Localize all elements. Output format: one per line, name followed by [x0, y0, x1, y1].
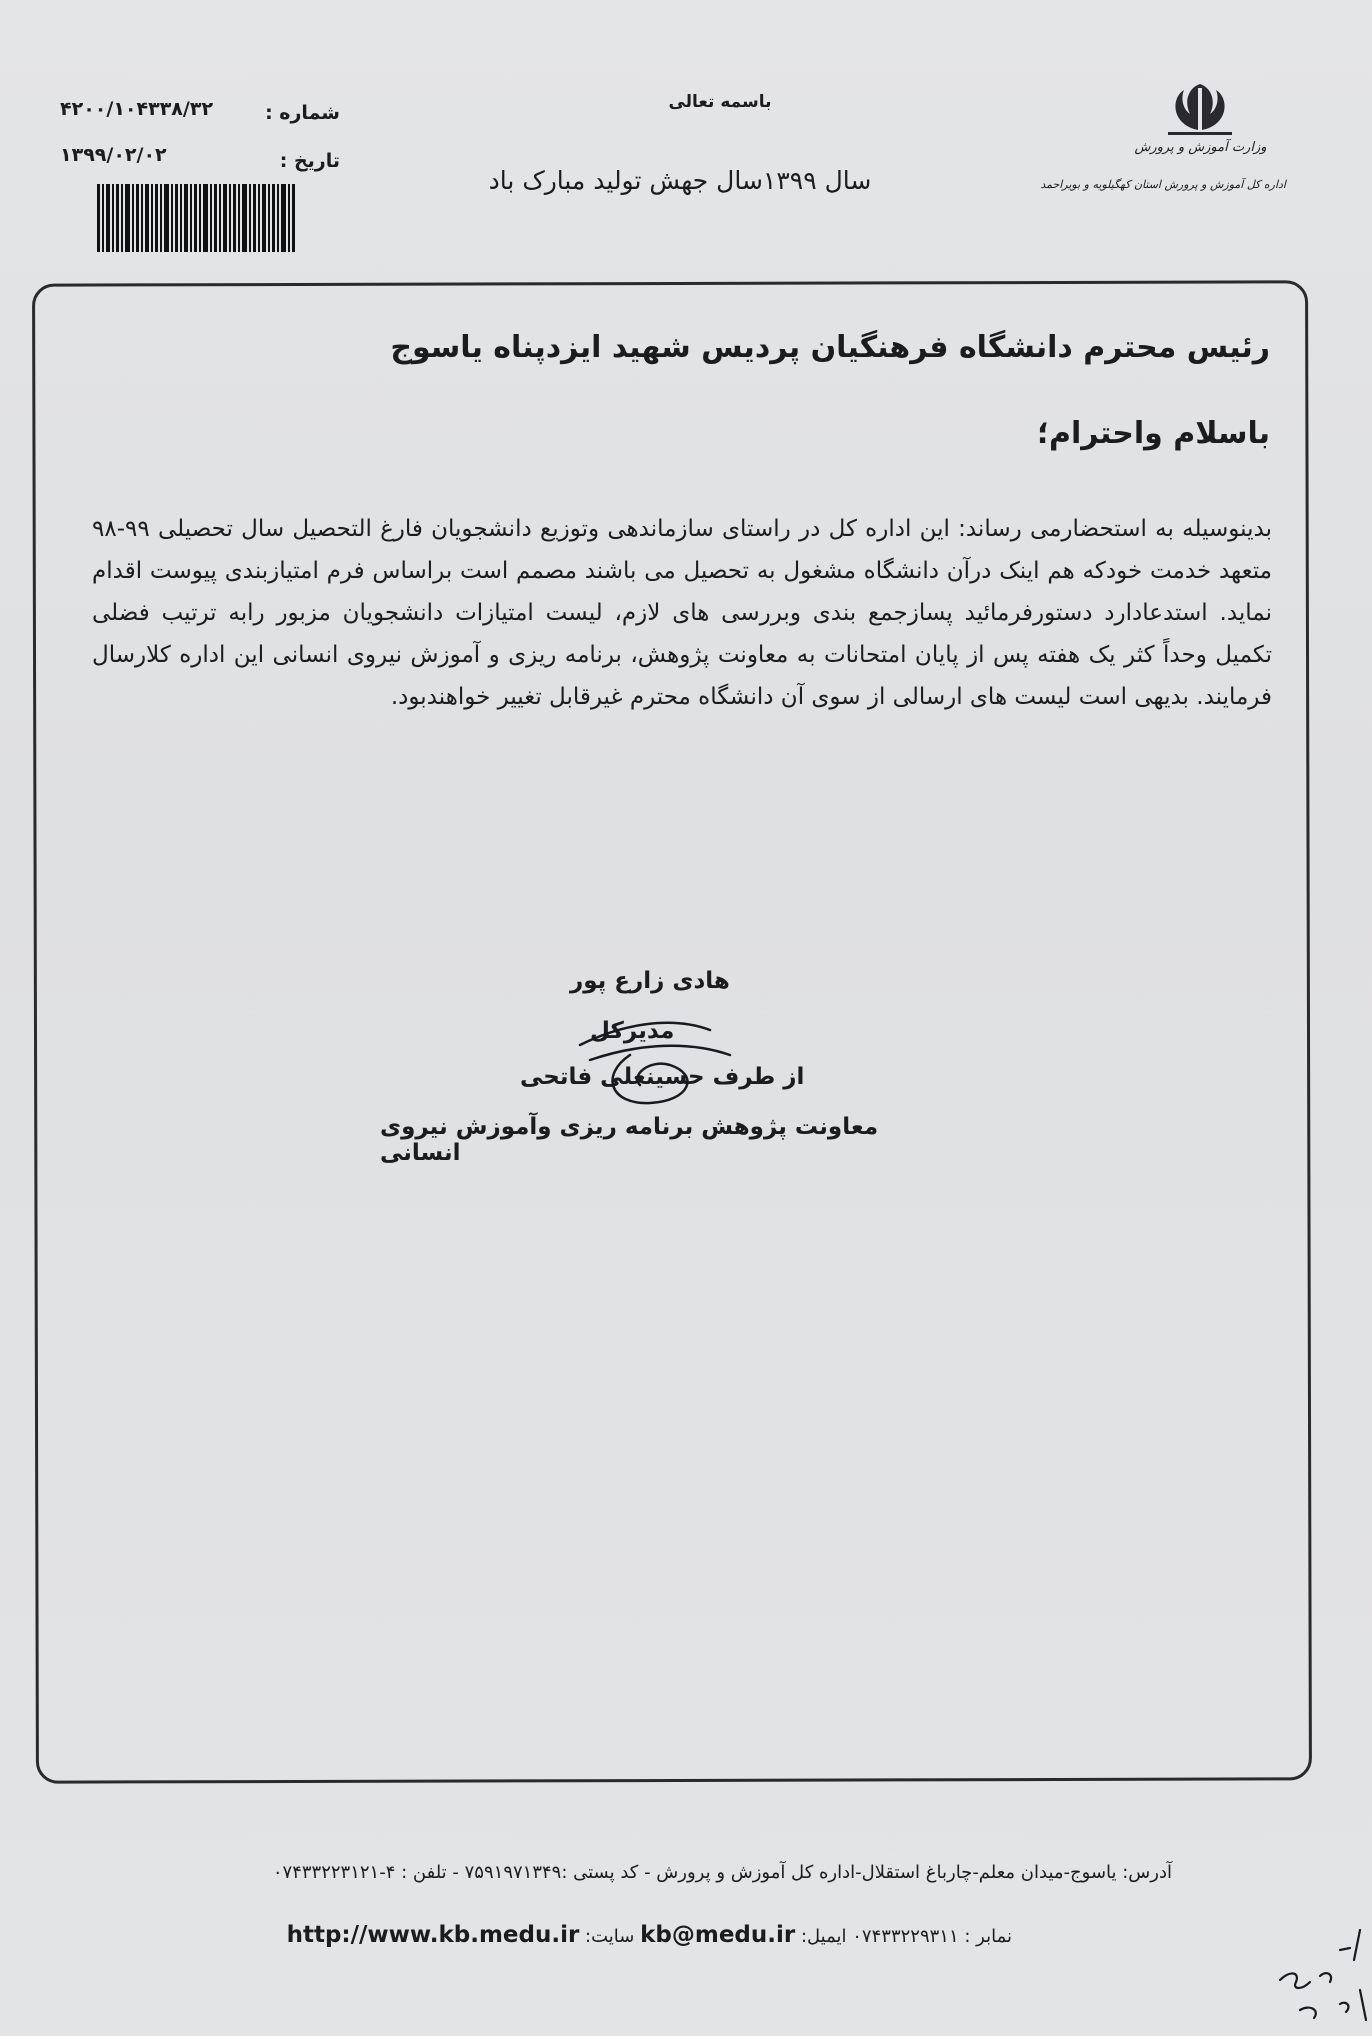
fax-label: نمابر :	[964, 1926, 1012, 1947]
email-link[interactable]: kb@medu.ir	[640, 1922, 796, 1948]
greeting-line: باسلام واحترام؛	[1037, 416, 1270, 451]
on-behalf-line: از طرف حسینعلی فاتحی	[520, 1064, 805, 1090]
date-label: تاریخ :	[279, 150, 340, 172]
emblem-icon	[1158, 78, 1242, 138]
email-label: ایمیل:	[800, 1926, 847, 1947]
ministry-logo	[1040, 78, 1288, 218]
footer-address: آدرس: یاسوج-میدان معلم-چارباغ استقلال-اداره کل آموزش و پرورش - کد پستی :۷۵۹۱۹۷۱۳۴۹ - تلفن : ۴-۰۷۴۳۳۲۲۳۱۲۱	[272, 1862, 1172, 1883]
fax-number: ۰۷۴۳۳۲۲۹۳۱۱	[852, 1926, 959, 1947]
footer-contact	[112, 1922, 1012, 1948]
site-label: سایت:	[585, 1926, 635, 1947]
signatory-title: مدیرکل	[590, 1018, 675, 1044]
basmala-heading: باسمه تعالی	[668, 92, 772, 112]
department-line: معاونت پژوهش برنامه ریزی وآموزش نیروی انسانی	[380, 1114, 879, 1166]
office-name: اداره کل آموزش و پرورش استان کهگیلویه و بویراحمد	[1040, 178, 1286, 191]
letter-date: ۱۳۹۹/۰۲/۰۲	[60, 144, 167, 166]
recipient-line: رئیس محترم دانشگاه فرهنگیان پردیس شهید ایزدپناه یاسوج	[390, 330, 1270, 365]
barcode-icon	[97, 184, 295, 252]
handwritten-signature	[560, 985, 760, 1115]
website-link[interactable]: http://www.kb.medu.ir	[286, 1922, 580, 1948]
letter-number: ۴۲۰۰/۱۰۴۳۳۸/۳۲	[60, 98, 214, 120]
ministry-name: وزارت آموزش و پرورش	[1134, 140, 1267, 155]
number-label: شماره :	[265, 102, 340, 124]
year-motto: سال ۱۳۹۹سال جهش تولید مبارک باد	[488, 166, 872, 195]
letter-body: بدینوسیله به استحضارمی رساند: این اداره کل در راستای سازماندهی وتوزیع دانشجویان فارغ التحصیل سال تحصیلی ۹۹-۹۸ متعهد خدمت خودکه هم اینک درآن دانشگاه مشغول به تحصیل می باشند مصمم است براساس فرم امتیازبندی پیوست اقدام نماید. استدعادارد دستورفرمائید پسازجمع بندی وبررسی های لازم، لیست امتیازات دانشجویان مزبور رابه ترتیب فضلی تکمیل وحداً کثر یک هفته پس از پایان امتحانات به معاونت پژوهش، برنامه ریزی و آموزش نیروی انسانی این اداره کلارسال فرمایند. بدیهی است لیست های ارسالی از سوی آن دانشگاه محترم غیرقابل تغییر خواهندبود.	[92, 516, 1272, 710]
signatory-name: هادی زارع پور	[570, 968, 730, 994]
handwritten-margin-note	[1240, 1920, 1372, 2036]
